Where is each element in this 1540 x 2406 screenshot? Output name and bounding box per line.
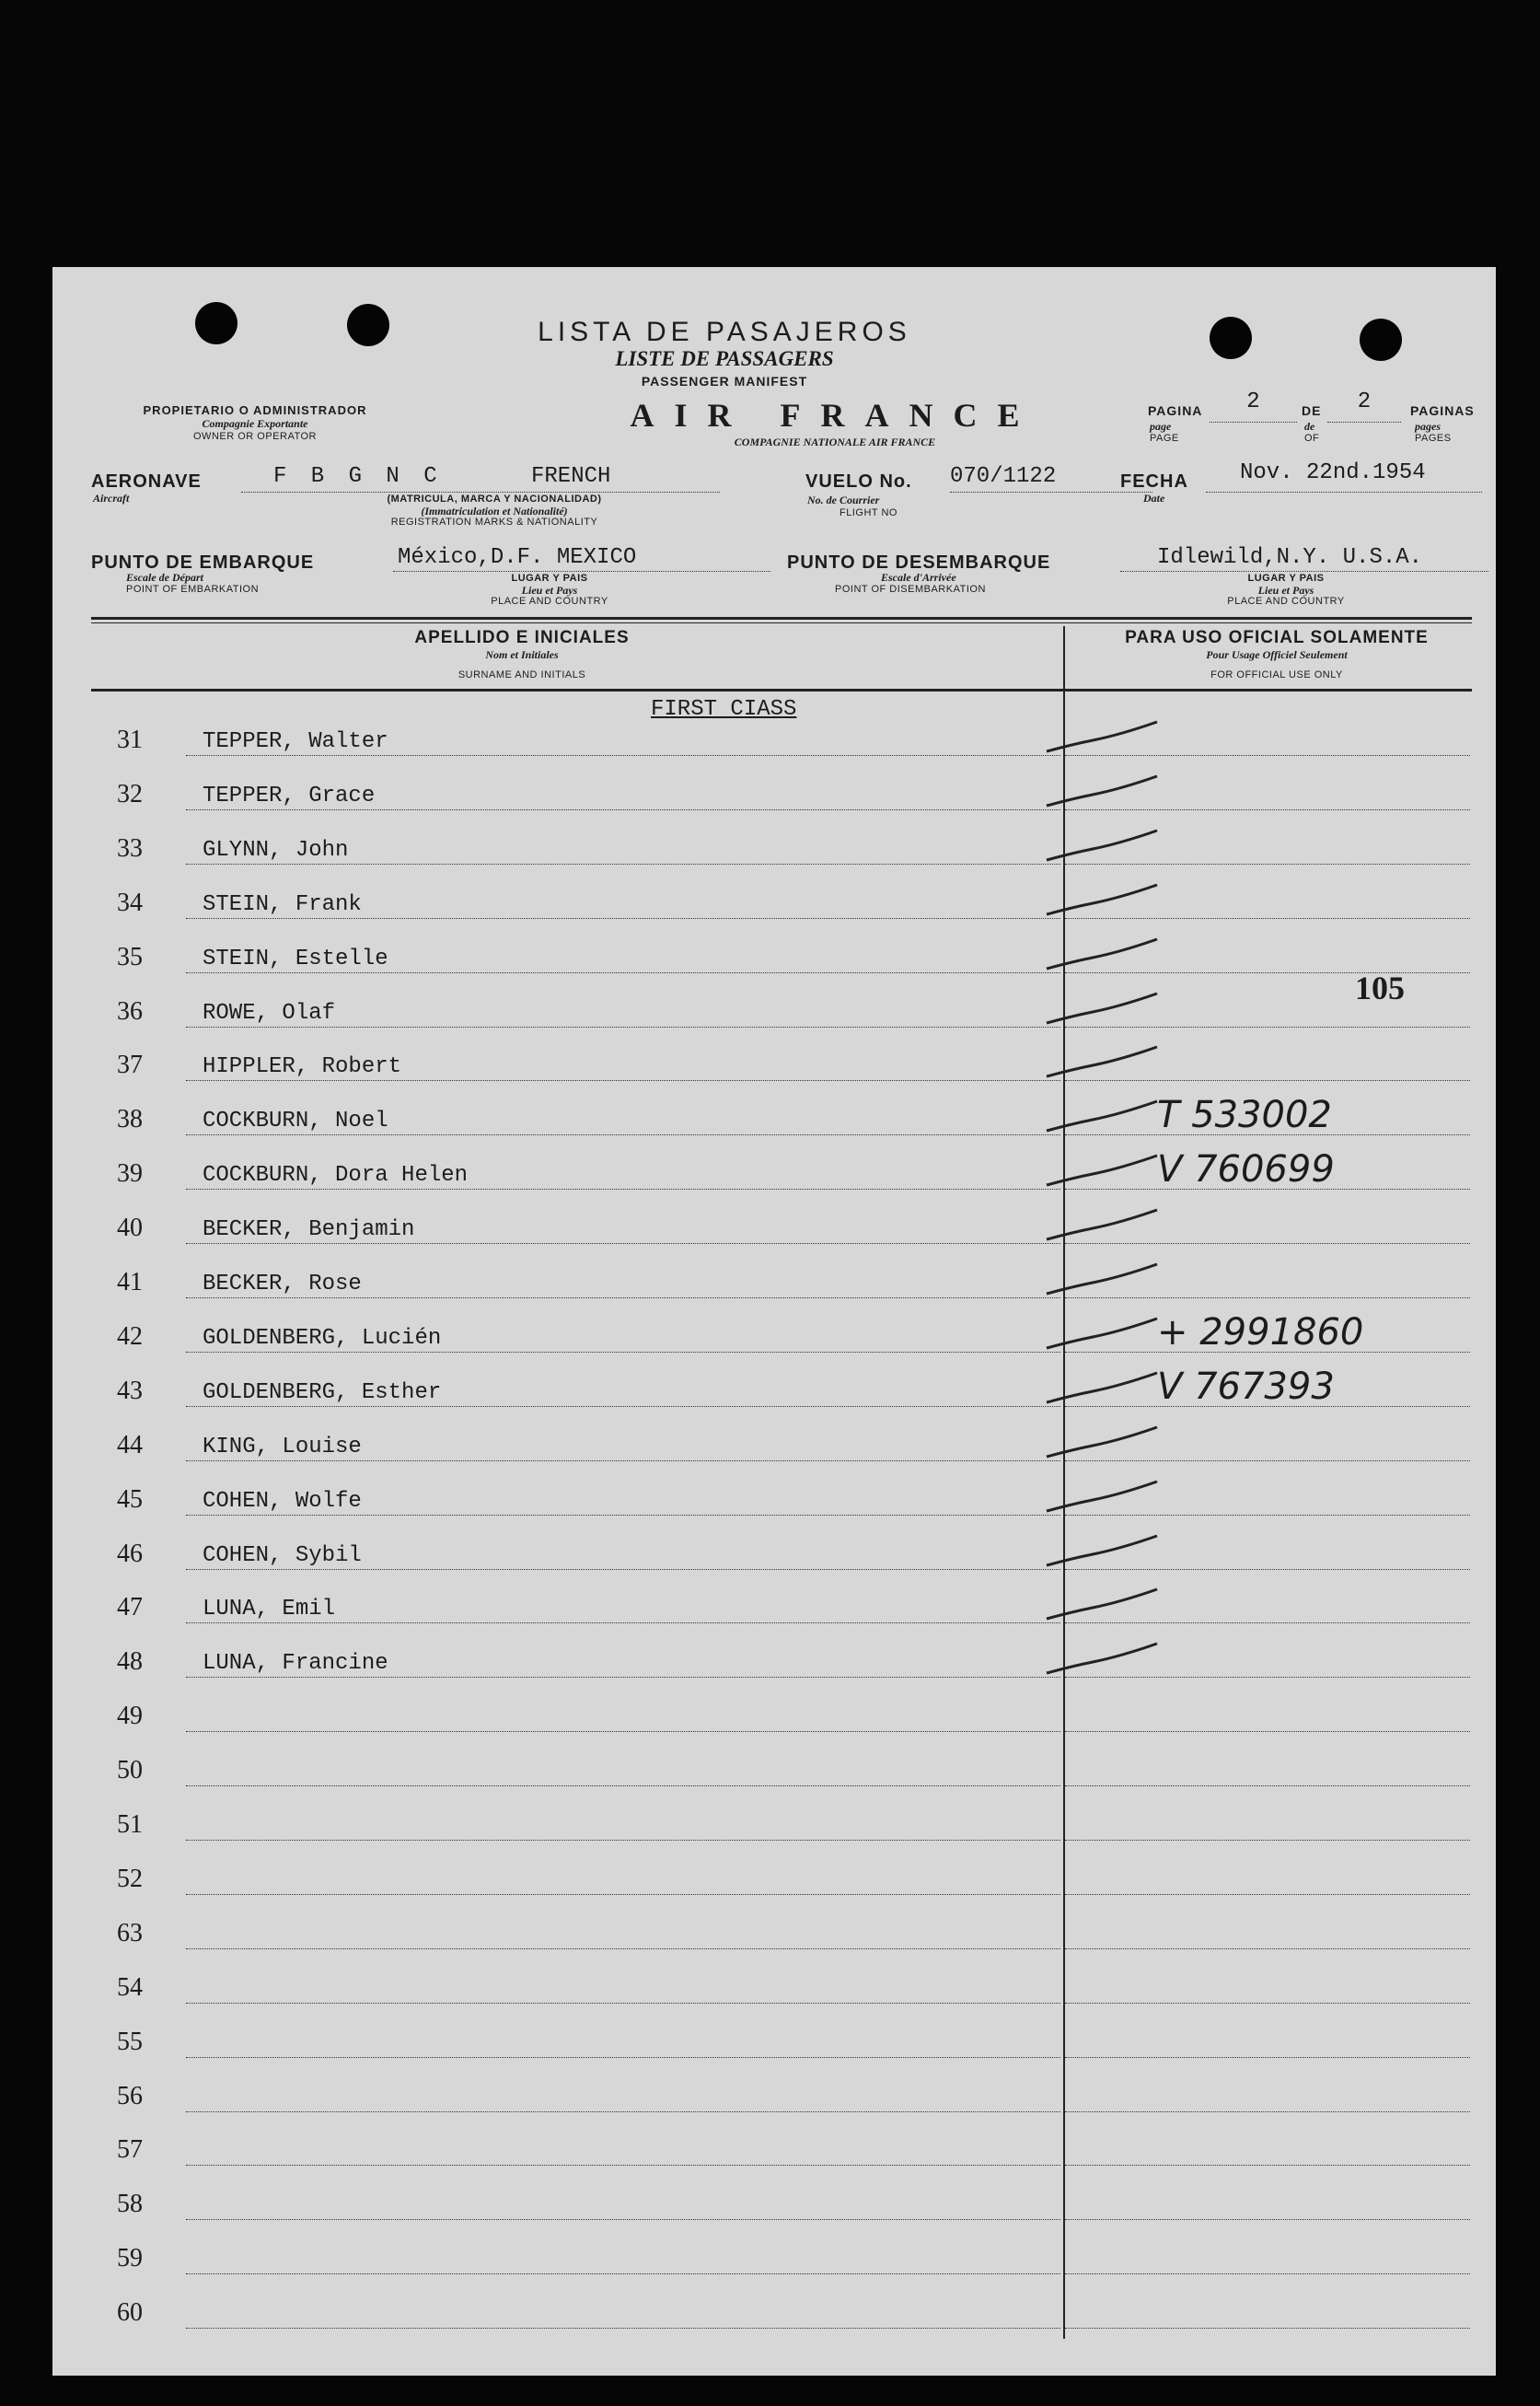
column-official-header-fr: Pour Usage Officiel Seulement bbox=[1206, 648, 1348, 661]
check-mark-icon bbox=[1037, 1476, 1166, 1522]
passenger-name: HIPPLER, Robert bbox=[203, 1054, 402, 1080]
of-label-fr: de bbox=[1304, 420, 1315, 433]
row-number: 49 bbox=[117, 1702, 143, 1731]
title-french: LISTE DE PASSAGERS bbox=[615, 347, 834, 370]
disembark-place-en: PLACE AND COUNTRY bbox=[1227, 596, 1345, 607]
passenger-name: COHEN, Wolfe bbox=[203, 1488, 362, 1514]
title-english: PASSENGER MANIFEST bbox=[641, 374, 808, 389]
aircraft-sub-fr: (Immatriculation et Nationalité) bbox=[421, 505, 568, 517]
of-label: DE bbox=[1302, 403, 1322, 418]
check-mark-icon bbox=[1037, 1259, 1166, 1305]
punch-hole bbox=[1210, 317, 1252, 359]
passenger-name: GLYNN, John bbox=[203, 837, 349, 863]
check-mark-icon bbox=[1037, 879, 1166, 925]
official-note: V 760699 bbox=[1157, 1148, 1335, 1191]
column-name-header-fr: Nom et Initiales bbox=[485, 648, 559, 661]
check-mark-icon bbox=[1037, 1638, 1166, 1684]
disembark-place-es: LUGAR Y PAIS bbox=[1247, 573, 1325, 584]
passenger-name: COCKBURN, Noel bbox=[203, 1109, 388, 1134]
embark-sub-fr: Escale de Départ bbox=[126, 571, 203, 584]
aircraft-registration: F B G N C bbox=[273, 464, 443, 489]
row-number: 52 bbox=[117, 1864, 143, 1893]
column-name-header: APELLIDO E INICIALES bbox=[414, 628, 630, 647]
column-official-header-en: FOR OFFICIAL USE ONLY bbox=[1210, 669, 1343, 680]
check-mark-icon bbox=[1037, 1530, 1166, 1576]
aircraft-nationality: FRENCH bbox=[531, 464, 611, 489]
flight-label: VUELO No. bbox=[805, 471, 912, 492]
page-number: 2 bbox=[1246, 389, 1260, 414]
row-number: 31 bbox=[117, 726, 143, 754]
embark-place-es: LUGAR Y PAIS bbox=[511, 573, 588, 584]
check-mark-icon bbox=[1037, 1584, 1166, 1630]
passenger-name: COHEN, Sybil bbox=[203, 1542, 362, 1568]
aircraft-sub-es: (MATRICULA, MARCA Y NACIONALIDAD) bbox=[387, 494, 602, 505]
passenger-name: BECKER, Rose bbox=[203, 1272, 362, 1296]
row-number: 32 bbox=[117, 779, 143, 808]
row-number: 44 bbox=[117, 1430, 143, 1459]
check-mark-icon bbox=[1037, 934, 1166, 980]
operator-label: PROPIETARIO O ADMINISTRADOR bbox=[143, 403, 367, 417]
passenger-name: LUNA, Emil bbox=[203, 1597, 336, 1622]
embark-place-en: PLACE AND COUNTRY bbox=[491, 596, 608, 607]
flight-sub-fr: No. de Courrier bbox=[807, 494, 880, 506]
row-number: 60 bbox=[117, 2298, 143, 2328]
embark-label: PUNTO DE EMBARQUE bbox=[91, 552, 315, 573]
check-mark-icon bbox=[1037, 1313, 1166, 1359]
manifest-sheet bbox=[52, 267, 1496, 2376]
passenger-name: ROWE, Olaf bbox=[203, 1000, 336, 1026]
passenger-name: BECKER, Benjamin bbox=[203, 1217, 415, 1243]
row-number: 40 bbox=[117, 1214, 143, 1243]
row-number: 41 bbox=[117, 1268, 143, 1296]
check-mark-icon bbox=[1037, 988, 1166, 1034]
page-label: PAGINA bbox=[1148, 403, 1203, 418]
row-number: 55 bbox=[117, 2027, 143, 2056]
check-mark-icon bbox=[1037, 1422, 1166, 1468]
column-name-header-en: SURNAME AND INITIALS bbox=[457, 669, 586, 680]
passenger-name: STEIN, Frank bbox=[203, 891, 362, 917]
embark-sub-en: POINT OF EMBARKATION bbox=[126, 584, 260, 595]
row-number: 39 bbox=[117, 1159, 143, 1189]
header-rule bbox=[91, 617, 1472, 620]
passenger-name: COCKBURN, Dora Helen bbox=[203, 1163, 469, 1189]
pages-label-en: PAGES bbox=[1415, 433, 1452, 444]
passenger-name: KING, Louise bbox=[203, 1434, 362, 1459]
aircraft-sub-en: REGISTRATION MARKS & NATIONALITY bbox=[390, 517, 598, 528]
disembark-place-fr: Lieu et Pays bbox=[1257, 584, 1314, 597]
column-official-header: PARA USO OFICIAL SOLAMENTE bbox=[1125, 628, 1429, 647]
passenger-name: GOLDENBERG, Esther bbox=[203, 1379, 442, 1405]
date-sub: Date bbox=[1143, 492, 1165, 505]
punch-hole bbox=[195, 302, 237, 344]
pages-label: PAGINAS bbox=[1410, 403, 1475, 418]
passenger-name: LUNA, Francine bbox=[203, 1651, 388, 1677]
page-label-fr: page bbox=[1150, 420, 1172, 433]
row-number: 51 bbox=[117, 1810, 143, 1839]
disembark-sub-fr: Escale d'Arrivée bbox=[881, 571, 956, 584]
official-note: T 533002 bbox=[1157, 1094, 1332, 1137]
passenger-name: TEPPER, Walter bbox=[203, 729, 388, 754]
aircraft-label-fr: Aircraft bbox=[93, 492, 130, 505]
row-number: 47 bbox=[117, 1593, 143, 1622]
airline-brand-sub: COMPAGNIE NATIONALE AIR FRANCE bbox=[734, 436, 936, 448]
title-spanish: LISTA DE PASAJEROS bbox=[538, 317, 911, 347]
embark-place-fr: Lieu et Pays bbox=[521, 584, 578, 597]
row-number: 45 bbox=[117, 1484, 143, 1514]
disembark-place: Idlewild,N.Y. U.S.A. bbox=[1157, 545, 1423, 570]
official-note: V 767393 bbox=[1157, 1365, 1335, 1408]
row-number: 33 bbox=[117, 833, 143, 863]
check-mark-icon bbox=[1037, 1204, 1166, 1250]
check-mark-icon bbox=[1037, 825, 1166, 871]
check-mark-icon bbox=[1037, 1096, 1166, 1142]
flight-date: Nov. 22nd.1954 bbox=[1240, 460, 1426, 485]
pages-total: 2 bbox=[1357, 389, 1372, 414]
row-number: 46 bbox=[117, 1539, 143, 1568]
flight-sub-en: FLIGHT NO bbox=[839, 507, 897, 518]
check-mark-icon bbox=[1037, 1367, 1166, 1413]
pages-label-fr: pages bbox=[1415, 420, 1441, 433]
check-mark-icon bbox=[1037, 771, 1166, 817]
row-number: 37 bbox=[117, 1051, 143, 1080]
disembark-label: PUNTO DE DESEMBARQUE bbox=[787, 552, 1051, 573]
operator-label-fr: Compagnie Exportante bbox=[202, 417, 308, 430]
operator-label-en: OWNER OR OPERATOR bbox=[193, 431, 317, 442]
passenger-name: TEPPER, Grace bbox=[203, 783, 376, 808]
row-number: 42 bbox=[117, 1321, 143, 1351]
of-label-en: OF bbox=[1304, 433, 1320, 444]
flight-number: 070/1122 bbox=[950, 464, 1057, 489]
check-mark-icon bbox=[1037, 716, 1166, 762]
row-number: 48 bbox=[117, 1647, 143, 1677]
passenger-name: STEIN, Estelle bbox=[203, 946, 388, 971]
airline-brand: AIR FRANCE bbox=[630, 397, 1040, 434]
disembark-sub-en: POINT OF DISEMBARKATION bbox=[835, 584, 986, 595]
row-number: 35 bbox=[117, 942, 143, 971]
row-number: 36 bbox=[117, 996, 143, 1026]
row-number: 63 bbox=[117, 1918, 143, 1947]
row-number: 59 bbox=[117, 2244, 143, 2273]
aircraft-label: AERONAVE bbox=[91, 471, 202, 492]
check-mark-icon bbox=[1037, 1041, 1166, 1087]
page-label-en: PAGE bbox=[1150, 433, 1179, 444]
row-number: 56 bbox=[117, 2081, 143, 2110]
passenger-name: GOLDENBERG, Lucién bbox=[203, 1325, 442, 1351]
row-number: 54 bbox=[117, 1972, 143, 2002]
section-heading: FIRST CIASS bbox=[651, 697, 797, 722]
date-label: FECHA bbox=[1120, 471, 1188, 492]
punch-hole bbox=[1360, 319, 1402, 361]
row-number: 43 bbox=[117, 1376, 143, 1405]
embark-place: México,D.F. MEXICO bbox=[398, 545, 637, 570]
official-note: + 2991860 bbox=[1157, 1310, 1364, 1354]
margin-number: 105 bbox=[1355, 970, 1405, 1006]
row-number: 57 bbox=[117, 2135, 143, 2165]
row-number: 38 bbox=[117, 1105, 143, 1134]
row-number: 58 bbox=[117, 2190, 143, 2219]
row-number: 34 bbox=[117, 888, 143, 917]
check-mark-icon bbox=[1037, 1150, 1166, 1196]
punch-hole bbox=[347, 304, 389, 346]
row-number: 50 bbox=[117, 1756, 143, 1785]
